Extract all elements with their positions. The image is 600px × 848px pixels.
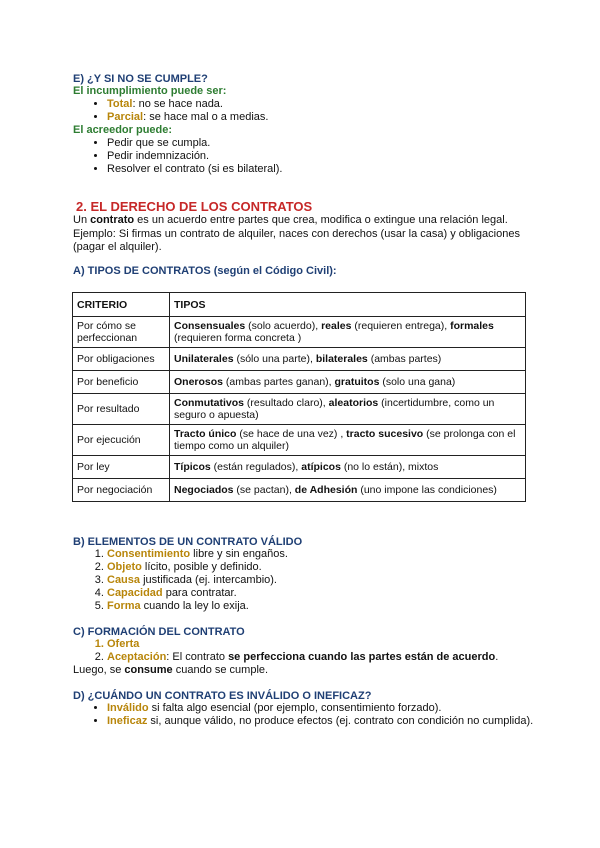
list-item: • Ineficaz si, aunque válido, no produce efectos (ej. contrato con condición no cumplida). — [107, 715, 543, 728]
luego-text: Luego, se consume cuando se cumple. — [73, 664, 269, 676]
list-item: 3. Causa justificada (ej. intercambio). — [107, 574, 543, 587]
incumplimiento-heading: El incumplimiento puede ser: — [73, 85, 227, 97]
tipos-cell: Conmutativos (resultado claro), aleatorios (incertidumbre, como un seguro o apuesta) — [170, 394, 526, 425]
section-b-title: B) ELEMENTOS DE UN CONTRATO VÁLIDO — [73, 536, 303, 548]
section-2-title: 2. EL DERECHO DE LOS CONTRATOS — [76, 199, 313, 214]
table-row — [73, 371, 526, 394]
section-d-title: D) ¿CUÁNDO UN CONTRATO ES INVÁLIDO O INEFICAZ? — [73, 690, 372, 702]
table-row — [73, 348, 526, 371]
criterio-cell: Por negociación — [73, 479, 170, 502]
tipos-cell: Típicos (están regulados), atípicos (no lo están), mixtos — [170, 456, 526, 479]
list-item: • Inválido si falta algo esencial (por ejemplo, consentimiento forzado). — [107, 702, 543, 715]
table-row — [73, 425, 526, 456]
criterio-cell: Por resultado — [73, 394, 170, 425]
list-item: • Pedir indemnización. — [107, 150, 543, 163]
list-item: 2. Aceptación: El contrato se perfecciona cuando las partes están de acuerdo. — [107, 651, 543, 664]
elementos-list — [73, 548, 543, 613]
formacion-list — [73, 638, 543, 664]
criterio-cell: Por ley — [73, 456, 170, 479]
section-b — [73, 536, 543, 613]
list-item: 5. Forma cuando la ley lo exija. — [107, 600, 543, 613]
criterio-cell: Por ejecución — [73, 425, 170, 456]
list-item: 2. Objeto lícito, posible y definido. — [107, 561, 543, 574]
list-item: • Parcial: se hace mal o a medias. — [107, 111, 543, 124]
list-item: • Pedir que se cumpla. — [107, 137, 543, 150]
tipos-cell: Tracto único (se hace de una vez) , tracto sucesivo (se prolonga con el tiempo como un alquiler) — [170, 425, 526, 456]
acreedor-heading: El acreedor puede: — [73, 124, 173, 136]
contrato-definition: Un contrato es un acuerdo entre partes que crea, modifica o extingue una relación legal. — [73, 214, 508, 226]
section-a-title: A) TIPOS DE CONTRATOS (según el Código Civil): — [73, 265, 337, 277]
tipos-cell: Negociados (se pactan), de Adhesión (uno impone las condiciones) — [170, 479, 526, 502]
section-c — [73, 626, 543, 678]
list-item: 1. Consentimiento libre y sin engaños. — [107, 548, 543, 561]
section-a — [73, 265, 543, 277]
acreedor-list — [73, 137, 543, 176]
tipos-cell: Onerosos (ambas partes ganan), gratuitos (solo una gana) — [170, 371, 526, 394]
criterio-cell: Por beneficio — [73, 371, 170, 394]
section-e-title: E) ¿Y SI NO SE CUMPLE? — [73, 73, 208, 85]
tipos-cell: Unilaterales (sólo una parte), bilaterales (ambas partes) — [170, 348, 526, 371]
section-2 — [76, 199, 546, 214]
contract-types-table — [72, 292, 526, 502]
section-d — [73, 690, 543, 728]
contract-types-table-wrap — [72, 292, 526, 502]
table-header-row — [73, 293, 526, 317]
list-item: 4. Capacidad para contratar. — [107, 587, 543, 600]
incumplimiento-list — [73, 98, 543, 124]
section-2-body — [73, 214, 543, 255]
criterio-cell: Por obligaciones — [73, 348, 170, 371]
table-row — [73, 317, 526, 348]
invalido-list — [73, 702, 543, 728]
section-e — [73, 73, 543, 176]
list-item: 1. Oferta — [107, 638, 543, 651]
column-header: TIPOS — [170, 293, 526, 317]
table-row — [73, 479, 526, 502]
contrato-example: Ejemplo: Si firmas un contrato de alquiler, naces con derechos (usar la casa) y obligaciones (pagar el alquiler). — [73, 227, 520, 253]
section-c-title: C) FORMACIÓN DEL CONTRATO — [73, 626, 245, 638]
list-item: • Total: no se hace nada. — [107, 98, 543, 111]
table-row — [73, 394, 526, 425]
table-row — [73, 456, 526, 479]
tipos-cell: Consensuales (solo acuerdo), reales (requieren entrega), formales (requieren forma concreta ) — [170, 317, 526, 348]
list-item: • Resolver el contrato (si es bilateral). — [107, 163, 543, 176]
criterio-cell: Por cómo se perfeccionan — [73, 317, 170, 348]
column-header: CRITERIO — [73, 293, 170, 317]
